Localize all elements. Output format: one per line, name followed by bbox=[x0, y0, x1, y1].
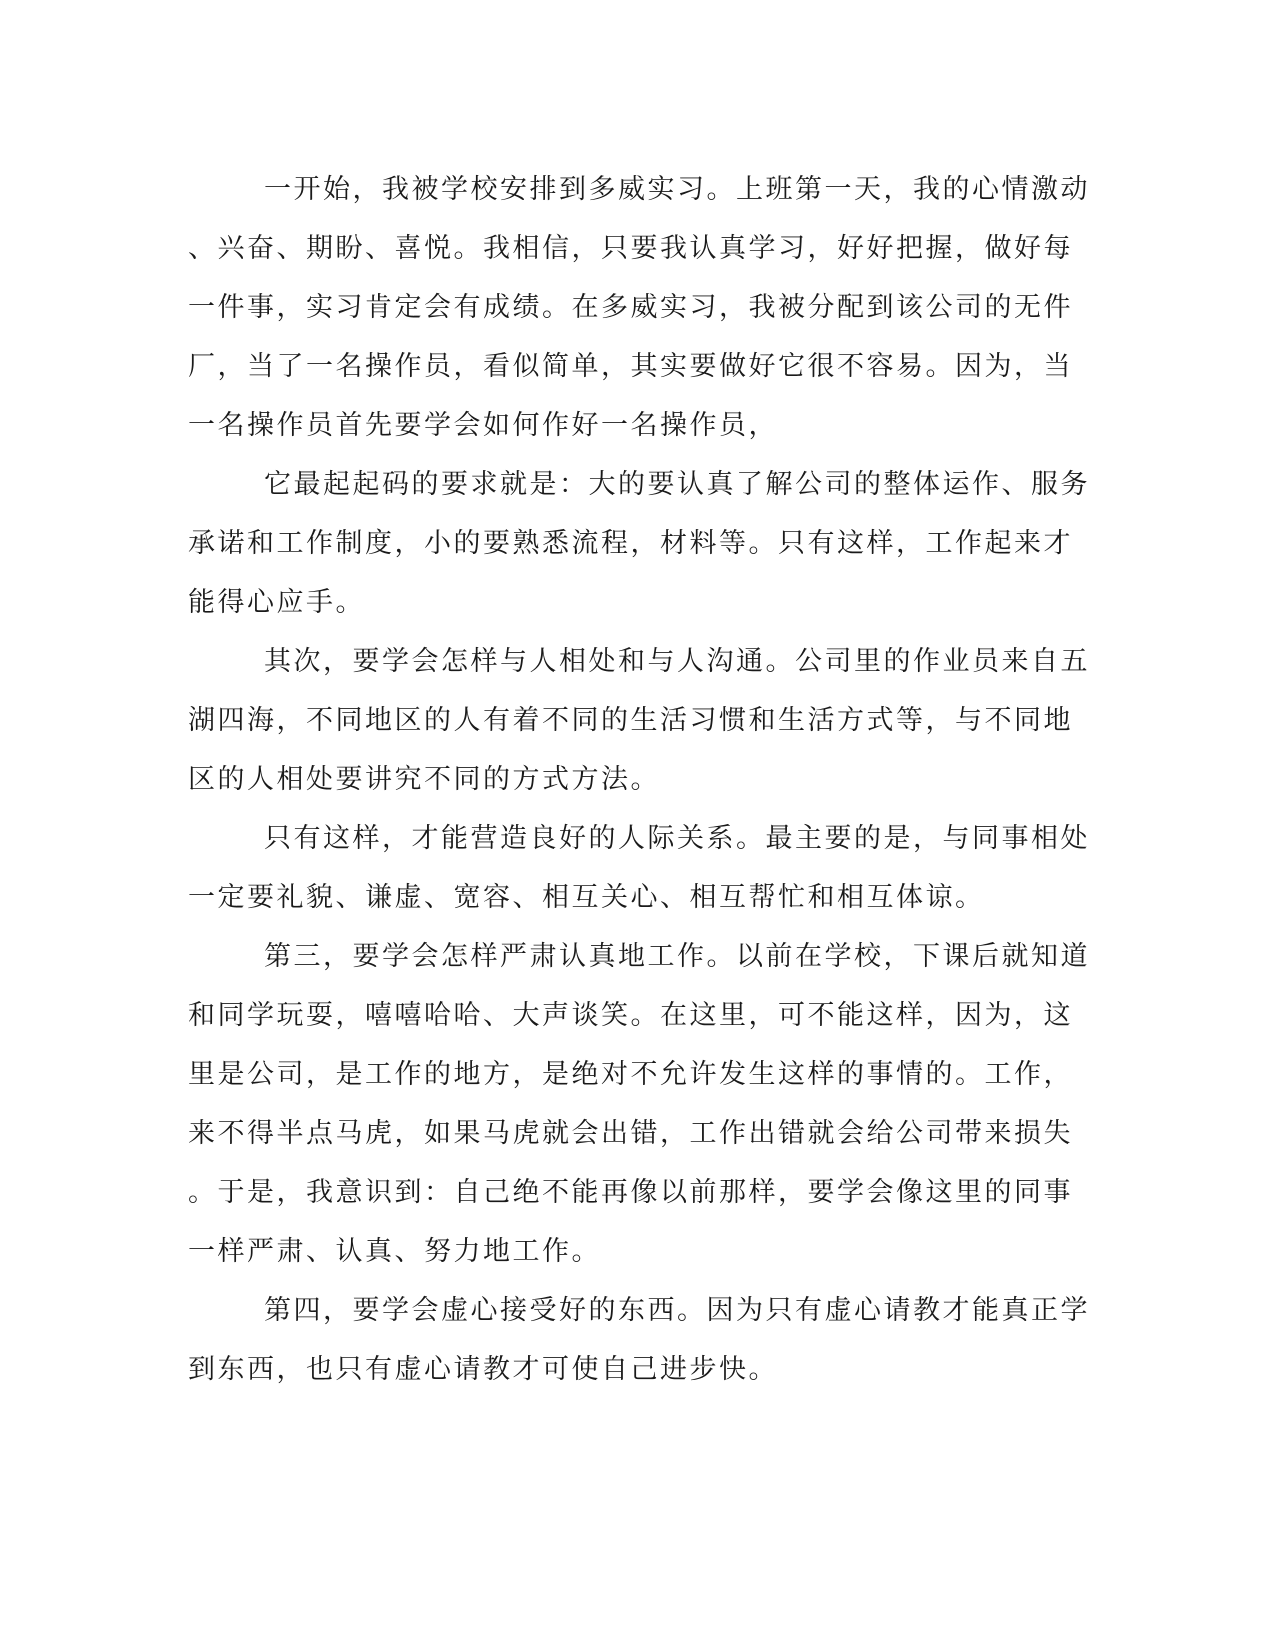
text-line: 里是公司，是工作的地方，是绝对不允许发生这样的事情的。工作， bbox=[188, 1059, 1073, 1090]
text-line: 厂，当了一名操作员，看似简单，其实要做好它很不容易。因为，当 bbox=[188, 351, 1073, 382]
text-line: 和同学玩耍，嘻嘻哈哈、大声谈笑。在这里，可不能这样，因为，这 bbox=[188, 1000, 1073, 1031]
text-line: 承诺和工作制度，小的要熟悉流程，材料等。只有这样，工作起来才 bbox=[188, 528, 1073, 559]
text-line: 湖四海，不同地区的人有着不同的生活习惯和生活方式等，与不同地 bbox=[188, 705, 1073, 736]
document-body bbox=[188, 160, 1088, 1399]
text-line: 。于是，我意识到：自己绝不能再像以前那样，要学会像这里的同事 bbox=[188, 1177, 1073, 1208]
text-line: 到东西，也只有虚心请教才可使自己进步快。 bbox=[188, 1354, 778, 1385]
paragraph-3 bbox=[188, 632, 1088, 809]
text-line: 能得心应手。 bbox=[188, 587, 365, 618]
text-line: 一样严肃、认真、努力地工作。 bbox=[188, 1236, 601, 1267]
text-line: 一件事，实习肯定会有成绩。在多威实习，我被分配到该公司的无件 bbox=[188, 292, 1073, 323]
paragraph-4 bbox=[188, 809, 1088, 927]
text-line: 其次，要学会怎样与人相处和与人沟通。公司里的作业员来自五 bbox=[264, 646, 1090, 677]
paragraph-5 bbox=[188, 927, 1088, 1281]
text-line: 一开始，我被学校安排到多威实习。上班第一天，我的心情激动 bbox=[264, 174, 1090, 205]
text-line: 一定要礼貌、谦虚、宽容、相互关心、相互帮忙和相互体谅。 bbox=[188, 882, 985, 913]
paragraph-6 bbox=[188, 1281, 1088, 1399]
text-line: 区的人相处要讲究不同的方式方法。 bbox=[188, 764, 660, 795]
text-line: 它最起起码的要求就是：大的要认真了解公司的整体运作、服务 bbox=[264, 469, 1090, 500]
text-line: 、兴奋、期盼、喜悦。我相信，只要我认真学习，好好把握，做好每 bbox=[188, 233, 1073, 264]
text-line: 第三，要学会怎样严肃认真地工作。以前在学校，下课后就知道 bbox=[264, 941, 1090, 972]
paragraph-1 bbox=[188, 160, 1088, 455]
text-line: 只有这样，才能营造良好的人际关系。最主要的是，与同事相处 bbox=[264, 823, 1090, 854]
text-line: 一名操作员首先要学会如何作好一名操作员， bbox=[188, 410, 778, 441]
paragraph-2 bbox=[188, 455, 1088, 632]
text-line: 第四，要学会虚心接受好的东西。因为只有虚心请教才能真正学 bbox=[264, 1295, 1090, 1326]
text-line: 来不得半点马虎，如果马虎就会出错，工作出错就会给公司带来损失 bbox=[188, 1118, 1073, 1149]
